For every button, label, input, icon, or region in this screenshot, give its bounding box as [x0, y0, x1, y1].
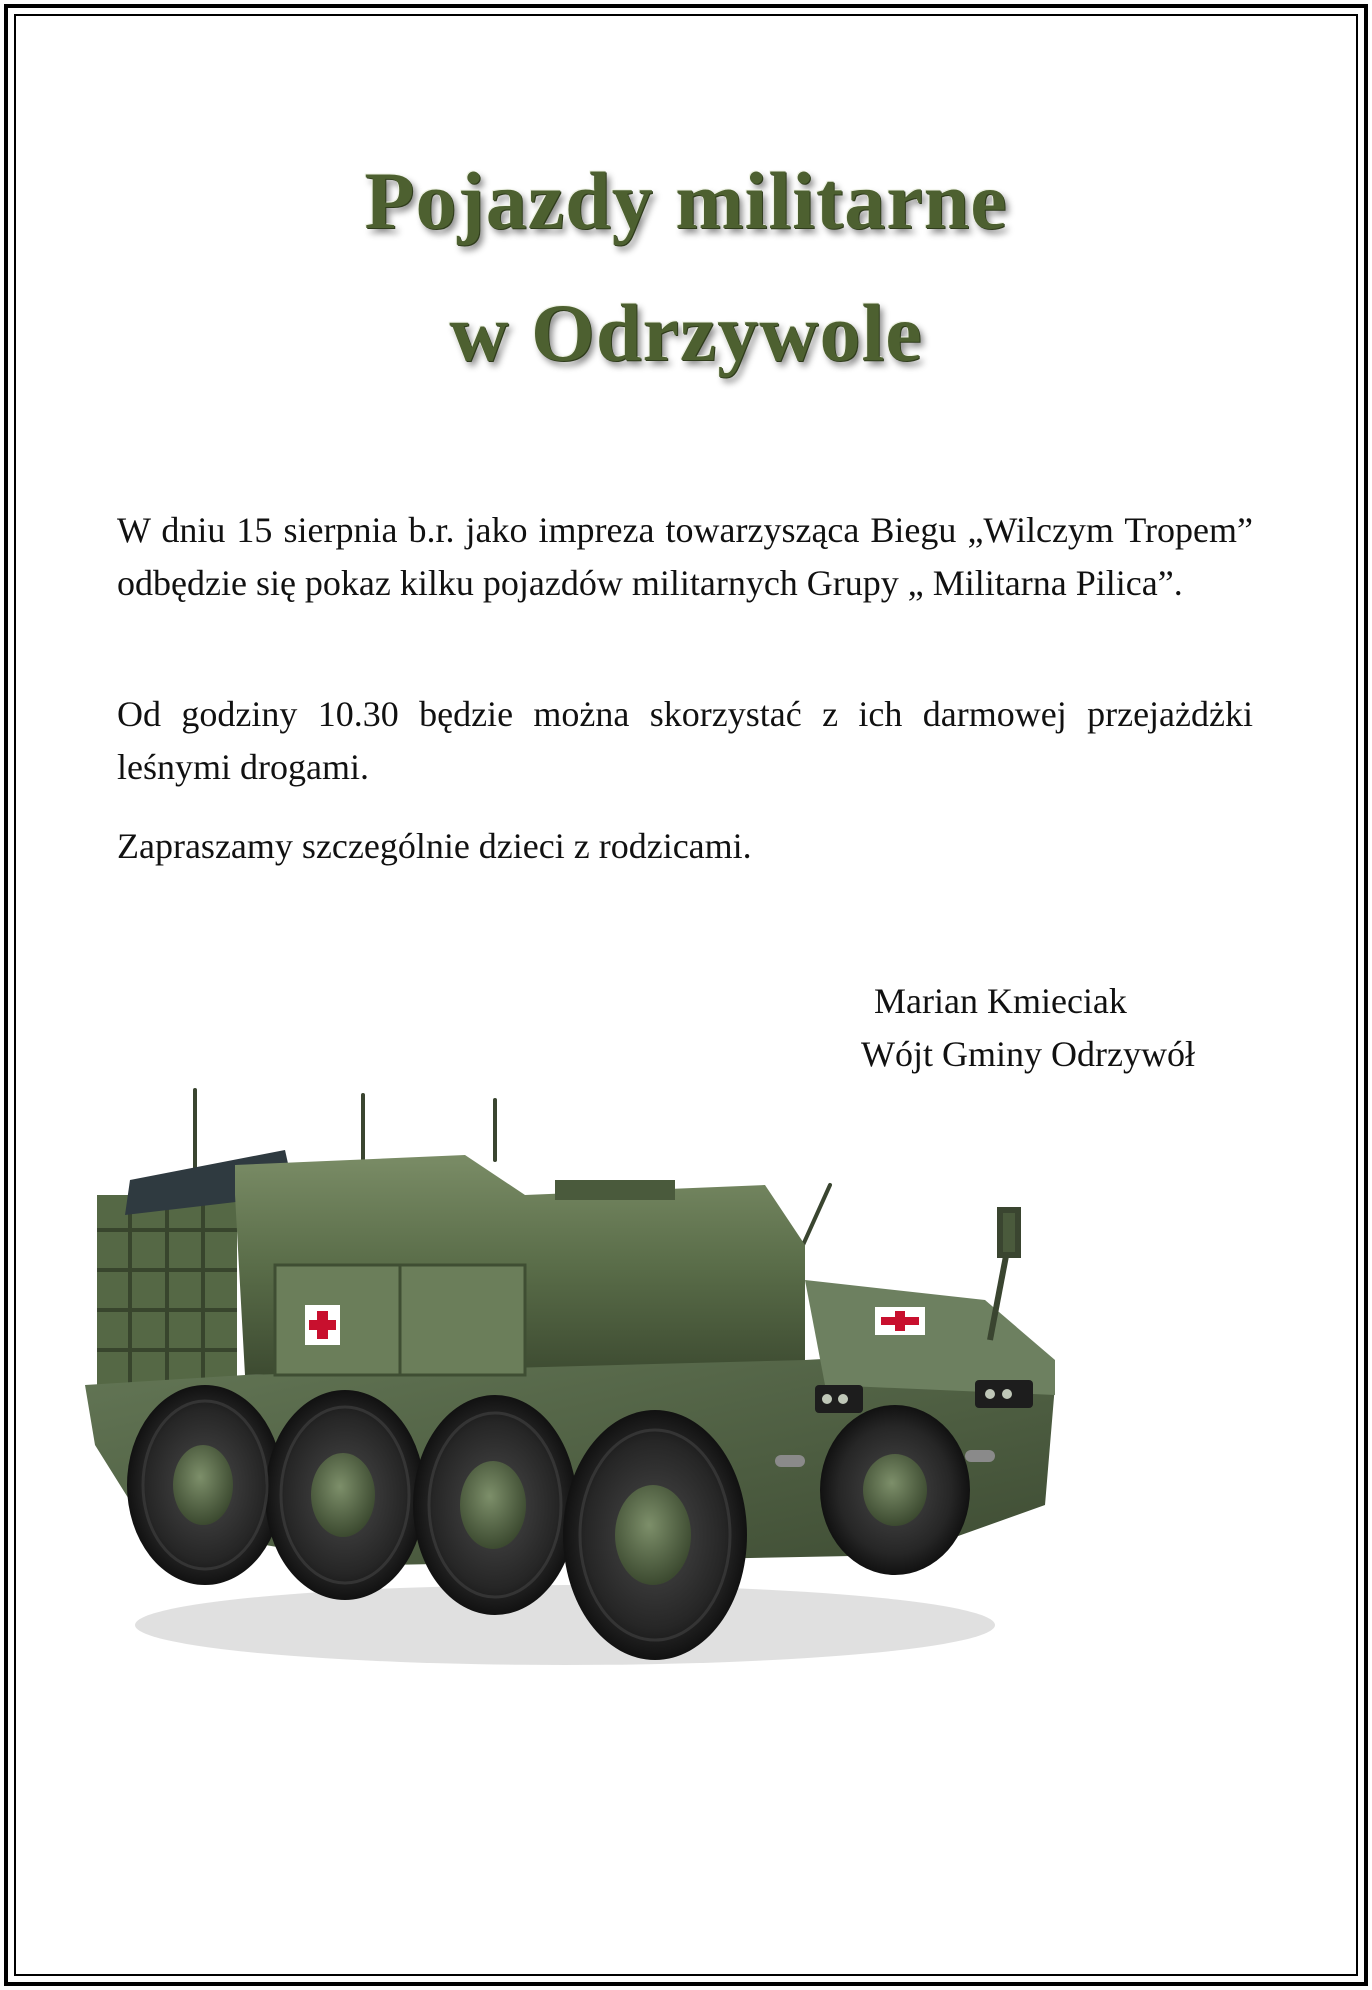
signature-name: Marian Kmieciak	[874, 981, 1127, 1021]
signature-role: Wójt Gminy Odrzywół	[861, 1034, 1195, 1074]
side-storage-boxes	[275, 1265, 525, 1375]
poster-title	[0, 135, 1372, 399]
ground-shadow	[135, 1585, 995, 1665]
paragraph-announcement: W dniu 15 sierpnia b.r. jako impreza towarzysząca Biegu „Wilczym Tropem” odbędzie się pokaz kilku pojazdów militarnych Grupy „ Militarna Pilica”.	[117, 510, 1253, 603]
title-line-2: w Odrzywole	[449, 287, 923, 378]
title-line-1: Pojazdy militarne	[364, 155, 1008, 246]
paragraph-invitation: Zapraszamy szczególnie dzieci z rodzicami.	[117, 826, 752, 866]
armored-vehicle-icon	[85, 1085, 1065, 1685]
roof-hatch	[555, 1180, 675, 1200]
front-glacis	[805, 1280, 1055, 1395]
paragraph-schedule: Od godziny 10.30 będzie można skorzystać z ich darmowej przejażdżki leśnymi drogami.	[117, 694, 1253, 787]
